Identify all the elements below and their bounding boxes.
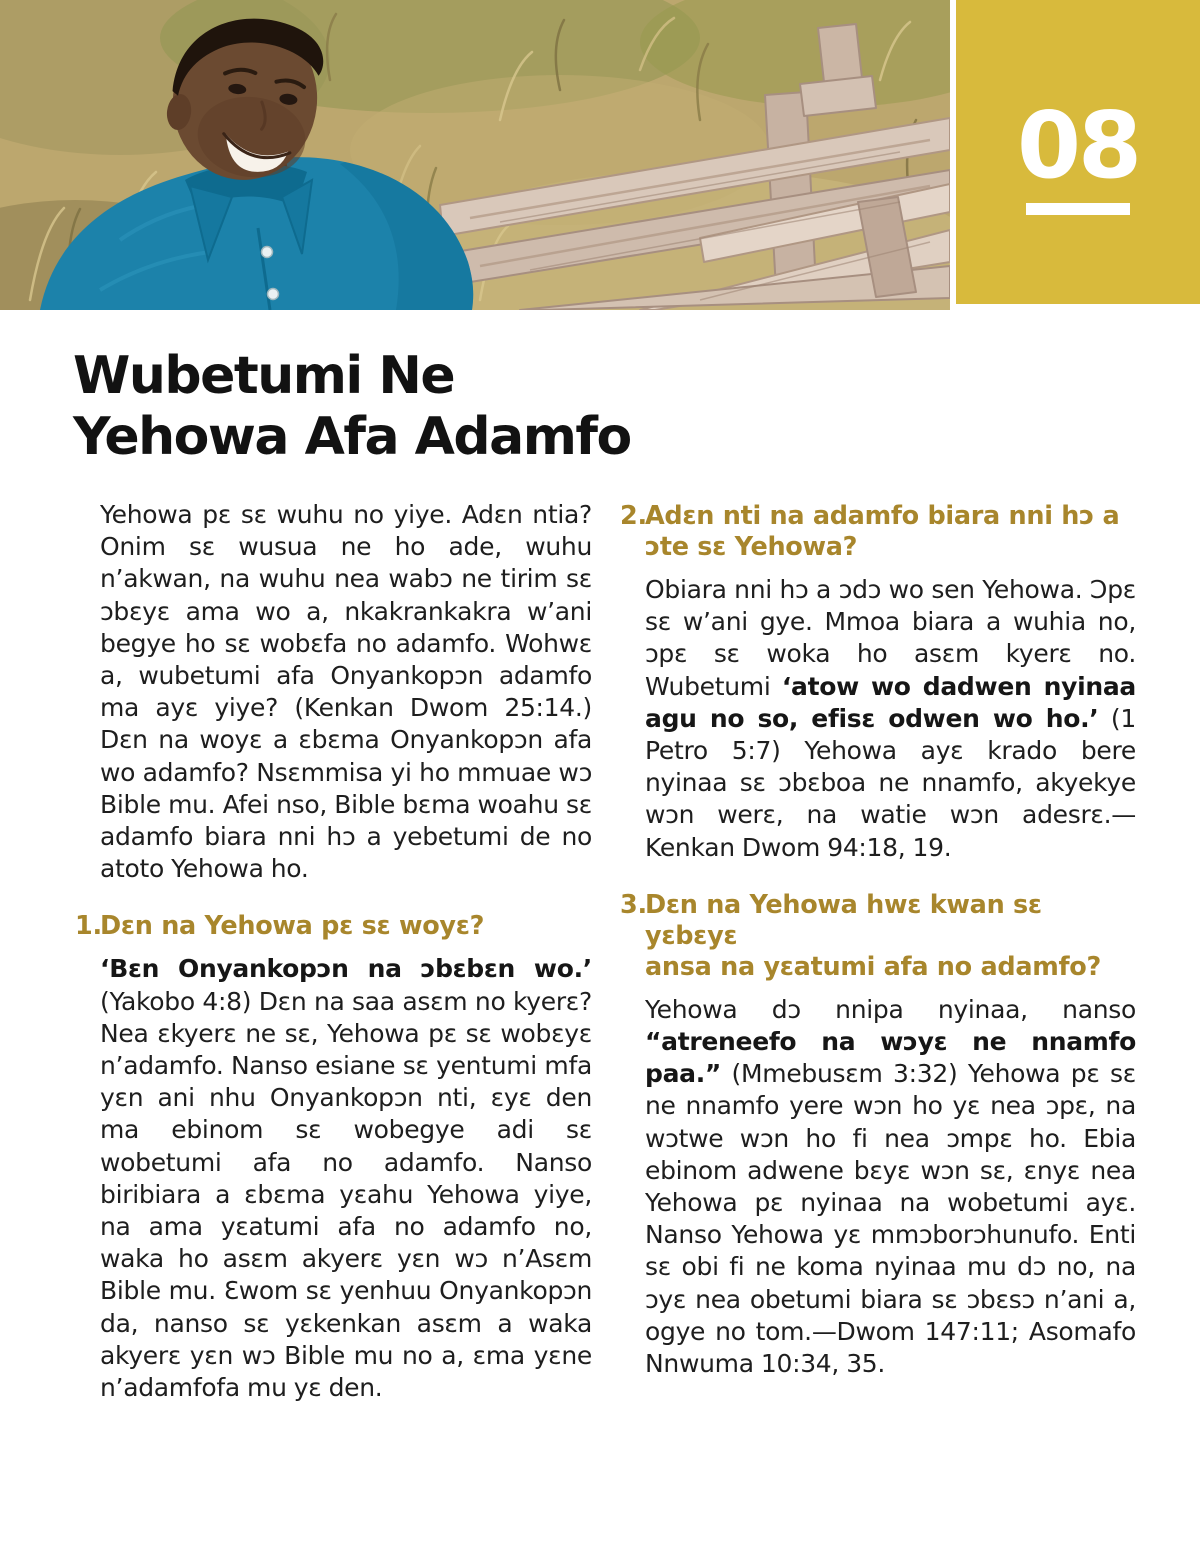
section-3-pre: Yehowa dɔ nnipa nyinaa, nanso: [645, 994, 1136, 1024]
section-2-pre: Obiara nni hɔ a ɔdɔ wo sen Yehowa. Ɔpɛ sɛ w’ani gye. Mmoa biara a wuhia no, ɔpɛ sɛ woka ho asɛm kyerɛ no. Wubetumi: [645, 575, 1136, 701]
chapter-number-underline: [1026, 203, 1130, 215]
section-3-paragraph: [645, 994, 1136, 1380]
question-1-heading-line-1: Dɛn na Yehowa pɛ sɛ woyɛ?: [100, 911, 485, 942]
section-1: [75, 911, 592, 1404]
section-1-post: (Yakobo 4:8) Dɛn na saa asɛm no kyerɛ? Nea ɛkyerɛ ne sɛ, Yehowa pɛ sɛ wobɛyɛ n’adamfo. Nanso esiane sɛ yentumi mfa yɛn ani nhu Onyankopɔn nti, ɛyɛ den ma ebinom sɛ wobegye adi sɛ wobetumi afa no adamfo. Nanso biribiara a ɛbɛma yɛahu Yehowa yiye, na ama yɛatumi afa no adamfo no, waka ho asɛm akyerɛ yɛn wɔ n’Asɛm Bible mu. Ɛwom sɛ yenhuu Onyankopɔn da, nanso sɛ yɛkenkan asɛm a waka akyerɛ yɛn wɔ Bible mu no a, ɛma yɛne n’adamfofa mu yɛ den.: [100, 986, 592, 1403]
page-title: [73, 346, 631, 468]
chapter-number: 08: [1016, 91, 1140, 199]
question-2-number: 2.: [620, 501, 647, 531]
page-title-line-1: Wubetumi Ne: [73, 346, 455, 406]
question-1-number: 1.: [75, 911, 102, 942]
intro-text: Yehowa pɛ sɛ wuhu no yiye. Adɛn ntia? Onim sɛ wusua ne ho ade, wuhu n’akwan, na wuhu nea wabɔ ne tirim sɛ ɔbɛyɛ ama wo a, nkakrankakra w’ani begye ho sɛ wobɛfa no adamfo. Wohwɛ a, wubetumi afa Onyankopɔn adamfo ma ayɛ yiye? (Kenkan Dwom 25:14.) Dɛn na woyɛ a ɛbɛma Onyankopɔn afa wo adamfo? Nsɛmmisa yi ho mmuae wɔ Bible mu. Afei nso, Bible bɛma woahu sɛ adamfo biara nni hɔ a yebetumi de no atoto Yehowa ho.: [100, 500, 592, 884]
section-2-post: (1 Petro 5:7) Yehowa ayɛ krado bere nyinaa sɛ ɔbɛboa ne nnamfo, akyekye wɔn werɛ, na watie wɔn adesrɛ.—Kenkan Dwom 94:18, 19.: [645, 703, 1136, 862]
question-3-heading: [620, 890, 1136, 983]
section-2: [620, 501, 1136, 864]
question-3-number: 3.: [620, 889, 647, 920]
section-3-post: (Mmebusɛm 3:32) Yehowa pɛ sɛ ne nnamfo yere wɔn ho yɛ nea ɔpɛ, na wɔtwe wɔn ho fi nea ɔmpɛ ho. Ebia ebinom adwene bɛyɛ wɔn sɛ, ɛnyɛ nea Yehowa pɛ nyinaa na wobetumi ayɛ. Nanso Yehowa yɛ mmɔborɔhunufo. Enti sɛ obi fi ne koma nyinaa mu dɔ no, na ɔyɛ nea obetumi biara sɛ ɔbɛsɔ n’ani a, ogye no tom.—Dwom 147:11; Asomafo Nnwuma 10:34, 35.: [645, 1059, 1136, 1379]
chapter-number-block: [956, 0, 1200, 304]
section-3: [620, 890, 1136, 1380]
section-1-scripture-quote: ‘Bɛn Onyankopɔn na ɔbɛbɛn wo.’: [100, 954, 592, 984]
question-2-heading-line-1: Adɛn nti na adamfo biara nni hɔ a: [645, 501, 1120, 531]
section-2-paragraph: [645, 574, 1136, 864]
section-3-scripture-quote: “atreneefo na wɔyɛ ne nnamfo paa.”: [645, 1027, 1136, 1089]
question-1-heading: [75, 911, 592, 942]
chapter-photo: [0, 0, 950, 310]
right-column: [620, 501, 1136, 1380]
left-column: [75, 499, 592, 1404]
chapter-photo-illustration: [0, 0, 950, 310]
page-title-line-2: Yehowa Afa Adamfo: [73, 407, 631, 467]
question-2-heading: [620, 501, 1136, 563]
question-2-heading-line-2: ɔte sɛ Yehowa?: [645, 532, 858, 562]
question-3-heading-line-2: ansa na yɛatumi afa no adamfo?: [645, 951, 1102, 982]
section-2-scripture-quote: ‘atow wo dadwen nyinaa agu no so, efisɛ odwen wo ho.’: [645, 671, 1136, 733]
section-1-paragraph: [100, 953, 592, 1404]
intro-paragraph: [100, 499, 592, 885]
question-3-heading-line-1: Dɛn na Yehowa hwɛ kwan sɛ yɛbɛyɛ: [645, 889, 1042, 951]
